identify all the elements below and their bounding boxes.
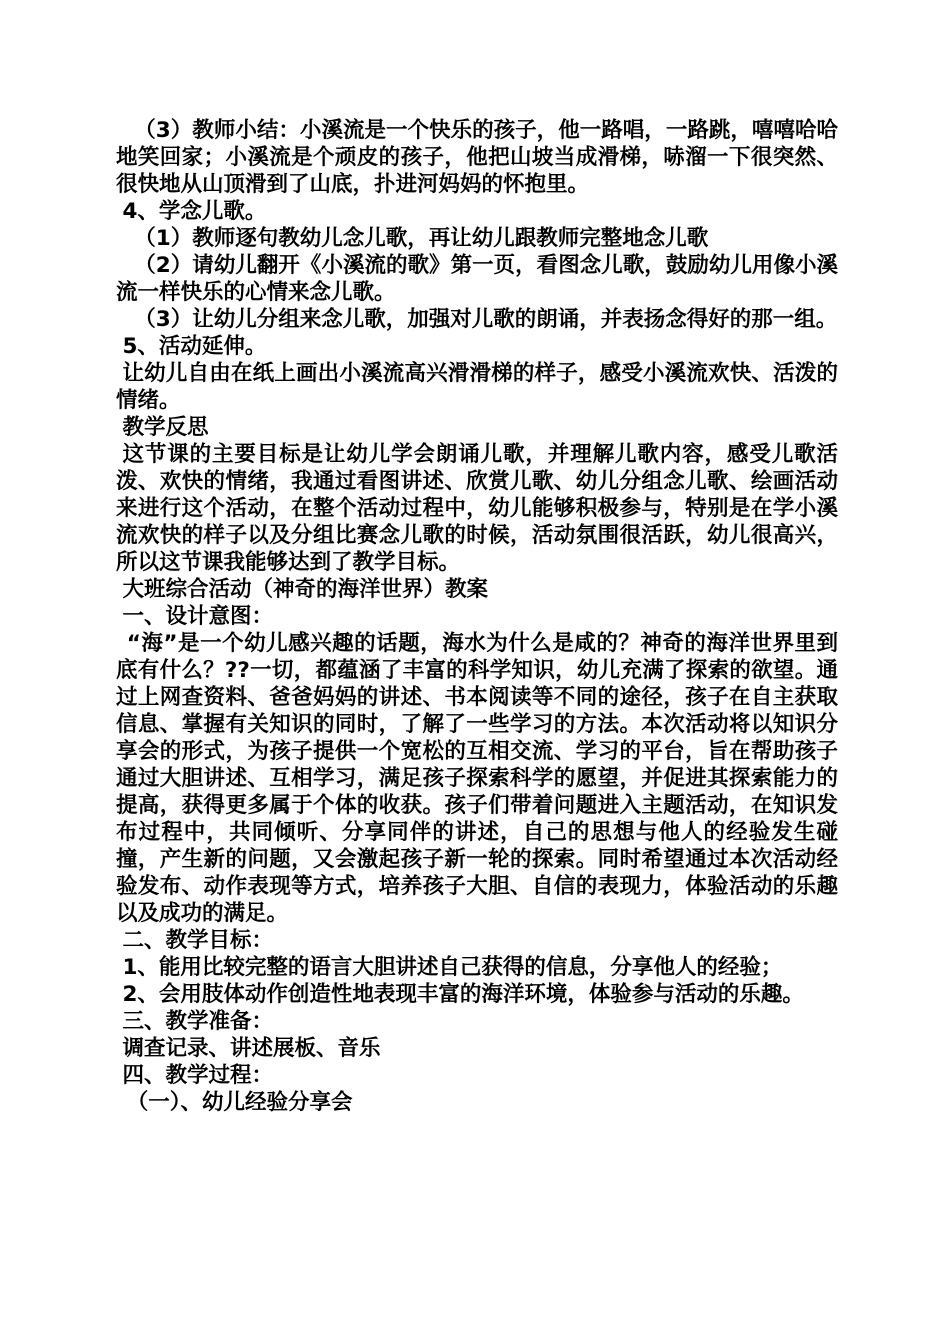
paragraph-design-intent: “海”是一个幼儿感兴趣的话题，海水为什么是咸的？神奇的海洋世界里到底有什么？??一切，都蕴涵了丰富的科学知识，幼儿充满了探索的欲望。通过上网查资料、爸爸妈妈的讲述、书本阅读等不同的途径，孩子在自主获取信息、掌握有关知识的同时，了解了一些学习的方法。本次活动将以知识分享会的形式，为孩子提供一个宽松的互相交流、学习的平台，旨在帮助孩子通过大胆讲述、互相学习，满足孩子探索科学的愿望，并促进其探索能力的提高，获得更多属于个体的收获。孩子们带着问题进入主题活动，在知识发布过程中，共同倾听、分享同伴的讲述，自己的思想与他人的经验发生碰撞，产生新的问题，又会激起孩子新一轮的探索。同时希望通过本次活动经验发布、动作表现等方式，培养孩子大胆、自信的表现力，体验活动的乐趣以及成功的满足。 xyxy=(116,631,838,926)
heading-activity-extension: 5、活动延伸。 xyxy=(122,334,267,359)
heading-learn-rhyme: 4、学念儿歌。 xyxy=(122,199,267,224)
paragraph-preparation: 调查记录、讲述展板、音乐 xyxy=(122,1036,381,1061)
goal-item-1: 1、能用比较完整的语言大胆讲述自己获得的信息，分享他人的经验； xyxy=(122,955,783,980)
document-body xyxy=(116,117,838,1116)
heading-teaching-reflection: 教学反思 xyxy=(122,415,209,440)
paragraph-step-1: （1）教师逐句教幼儿念儿歌，再让幼儿跟教师完整地念儿歌 xyxy=(134,226,709,251)
paragraph-extension: 让幼儿自由在纸上画出小溪流高兴滑滑梯的样子，感受小溪流欢快、活泼的情绪。 xyxy=(116,361,838,413)
heading-experience-sharing: （一）、幼儿经验分享会 xyxy=(126,1090,353,1115)
heading-teaching-preparation: 三、教学准备： xyxy=(122,1009,273,1034)
heading-design-intent: 一、设计意图： xyxy=(122,604,273,629)
paragraph-step-2: （2）请幼儿翻开《小溪流的歌》第一页，看图念儿歌，鼓励幼儿用像小溪流一样快乐的心情来念儿歌。 xyxy=(116,253,838,305)
goal-item-2: 2、会用肢体动作创造性地表现丰富的海洋环境，体验参与活动的乐趣。 xyxy=(122,982,804,1007)
paragraph-reflection: 这节课的主要目标是让幼儿学会朗诵儿歌，并理解儿歌内容，感受儿歌活泼、欢快的情绪，我通过看图讲述、欣赏儿歌、幼儿分组念儿歌、绘画活动来进行这个活动，在整个活动过程中，幼儿能够积极参与，特别是在学小溪流欢快的样子以及分组比赛念儿歌的时候，活动氛围很活跃，幼儿很高兴，所以这节课我能够达到了教学目标。 xyxy=(116,442,838,575)
heading-teaching-process: 四、教学过程： xyxy=(122,1063,273,1088)
lesson-plan-title: 大班综合活动（神奇的海洋世界）教案 xyxy=(122,577,488,602)
paragraph-step-3: （3）让幼儿分组来念儿歌，加强对儿歌的朗诵，并表扬念得好的那一组。 xyxy=(134,307,838,332)
heading-teaching-goals: 二、教学目标： xyxy=(122,928,273,953)
paragraph-teacher-summary: （3）教师小结：小溪流是一个快乐的孩子，他一路唱，一路跳，嘻嘻哈哈地笑回家；小溪流是个顽皮的孩子，他把山坡当成滑梯，哧溜一下很突然、很快地从山顶滑到了山底，扑进河妈妈的怀抱里。 xyxy=(116,118,838,197)
